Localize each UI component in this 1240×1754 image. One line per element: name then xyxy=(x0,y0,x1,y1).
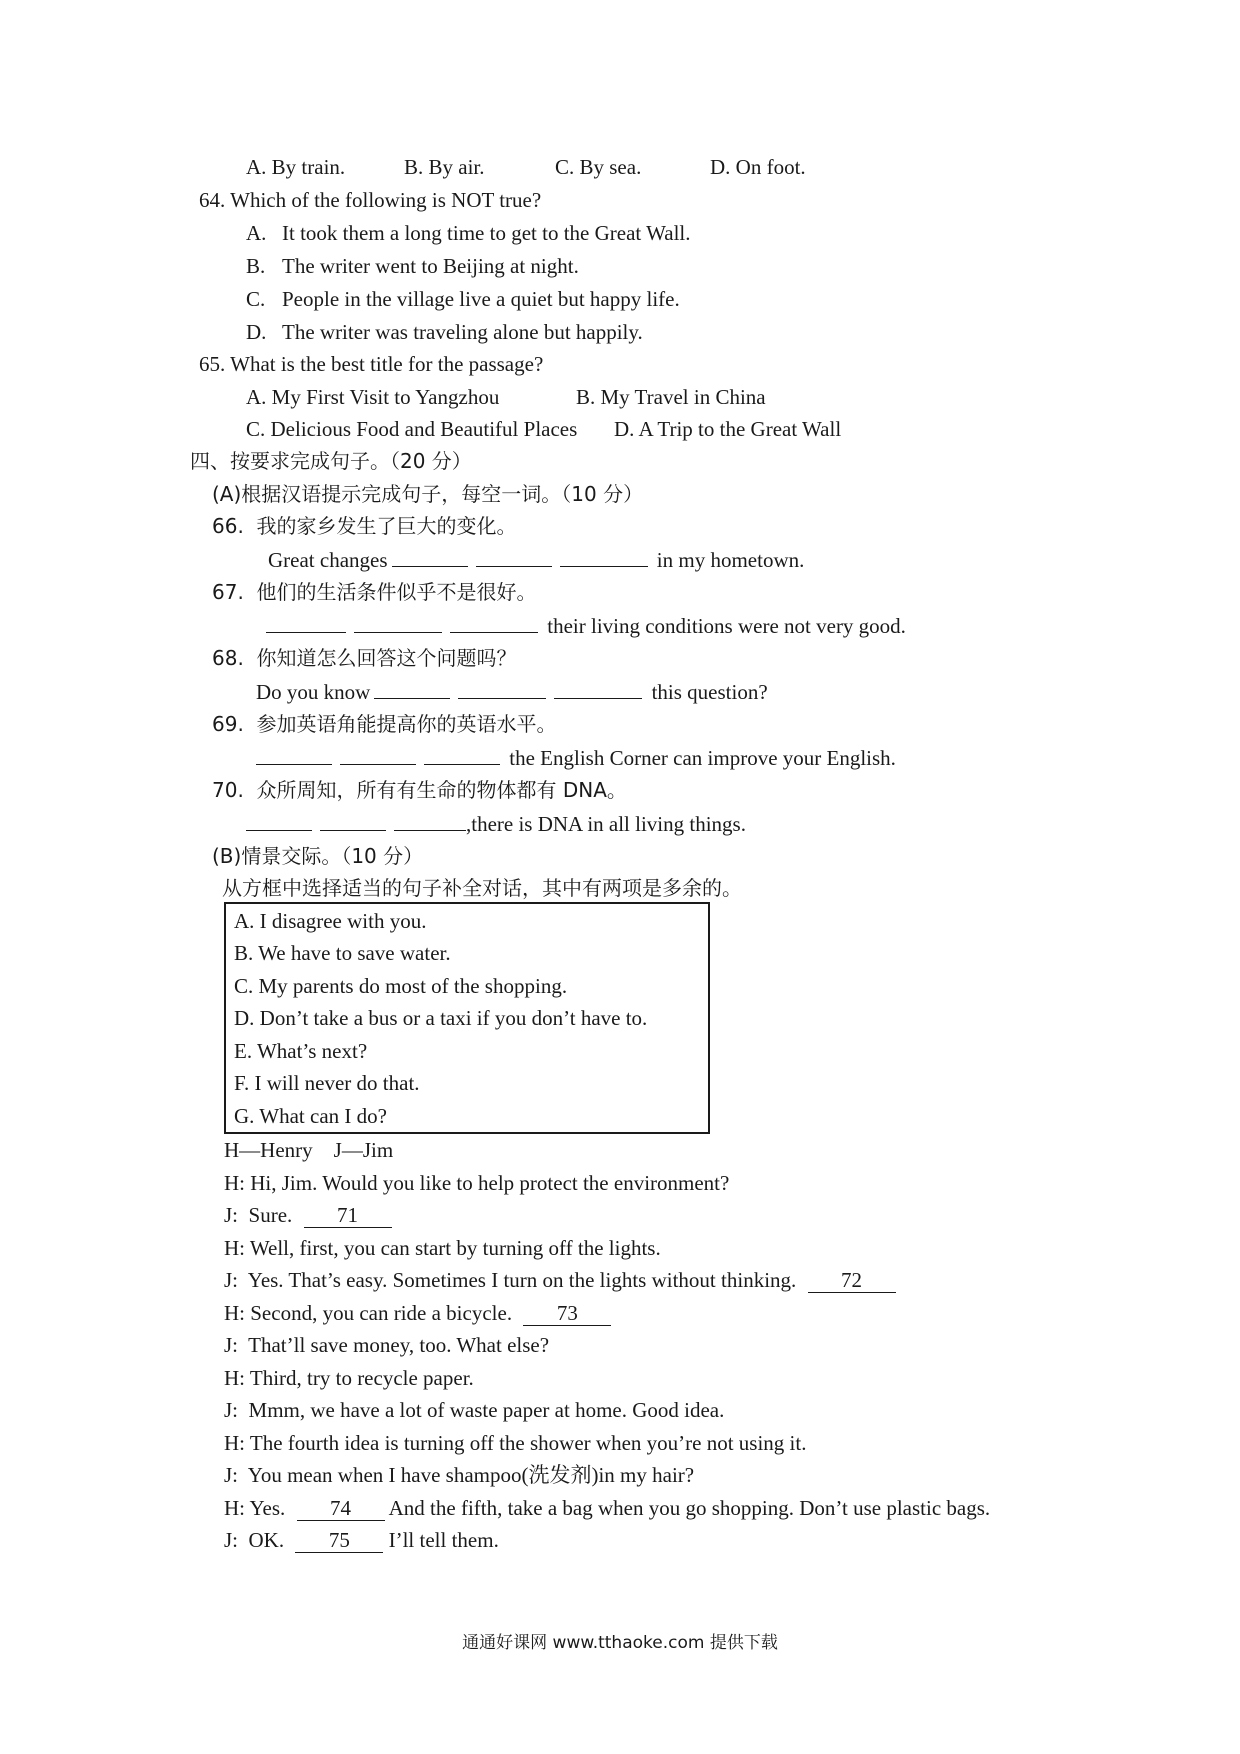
part-a-title: (A)根据汉语提示完成句子，每空一词。（10 分） xyxy=(212,482,644,506)
blank-75[interactable]: 75 xyxy=(295,1528,383,1553)
q69-sentence: the English Corner can improve your English. xyxy=(252,742,896,773)
dialogue-line: H: Yes. 74 And the fifth, take a bag when you go shopping. Don’t use plastic bags. xyxy=(224,1496,991,1520)
q68-blank-2[interactable] xyxy=(458,676,546,699)
q66-blank-2[interactable] xyxy=(476,544,552,567)
q64-option-b-letter: B. xyxy=(246,254,266,278)
q65-option-d: D. A Trip to the Great Wall xyxy=(614,417,842,441)
dialogue-line: H: Hi, Jim. Would you like to help protect the environment? xyxy=(224,1171,730,1195)
q68-chinese: 68. 你知道怎么回答这个问题吗？ xyxy=(212,646,517,670)
q64-option-c-text: People in the village live a quiet but happy life. xyxy=(282,287,680,311)
q64-option-d-letter: D. xyxy=(246,320,267,344)
part-b-title: (B)情景交际。（10 分） xyxy=(212,844,424,868)
box-option-c: C. My parents do most of the shopping. xyxy=(234,974,568,998)
q65-option-b: B. My Travel in China xyxy=(576,385,766,409)
q70-blank-2[interactable] xyxy=(320,808,386,831)
dialogue-line: J: That’ll save money, too. What else? xyxy=(224,1333,550,1357)
q67-sentence: their living conditions were not very good. xyxy=(262,610,906,641)
q65-option-c: C. Delicious Food and Beautiful Places xyxy=(246,417,578,441)
dialogue-line: J: Sure. 71 xyxy=(224,1200,392,1230)
q68-blank-1[interactable] xyxy=(374,676,450,699)
q68-blank-3[interactable] xyxy=(554,676,642,699)
q66-blank-1[interactable] xyxy=(392,544,468,567)
box-option-e: E. What’s next? xyxy=(234,1039,368,1063)
q63-option-c: C. By sea. xyxy=(555,155,642,179)
box-option-a: A. I disagree with you. xyxy=(234,909,427,933)
q70-blank-3[interactable] xyxy=(394,808,466,831)
q69-blank-2[interactable] xyxy=(340,742,416,765)
dialogue-line: H: Well, first, you can start by turning off the lights. xyxy=(224,1236,661,1260)
q67-blank-2[interactable] xyxy=(354,610,442,633)
q69-blank-1[interactable] xyxy=(256,742,332,765)
q67-blank-1[interactable] xyxy=(266,610,346,633)
q64-option-a-text: It took them a long time to get to the Great Wall. xyxy=(282,221,691,245)
section-title: 四、按要求完成句子。（20 分） xyxy=(190,449,472,473)
dialogue-line: H: Second, you can ride a bicycle. 73 xyxy=(224,1298,611,1328)
dialogue-line: J: OK. 75 I’ll tell them. xyxy=(224,1528,499,1552)
q64-stem: 64. Which of the following is NOT true? xyxy=(199,188,542,212)
q67-blank-3[interactable] xyxy=(450,610,538,633)
q64-option-c-letter: C. xyxy=(246,287,266,311)
box-option-d: D. Don’t take a bus or a taxi if you don’t have to. xyxy=(234,1006,648,1030)
q65-option-a: A. My First Visit to Yangzhou xyxy=(246,385,500,409)
blank-72[interactable]: 72 xyxy=(808,1268,896,1293)
q63-option-b: B. By air. xyxy=(404,155,485,179)
q68-sentence: Do you know this question? xyxy=(256,676,768,707)
dialogue-line: J: Mmm, we have a lot of waste paper at home. Good idea. xyxy=(224,1398,725,1422)
dialogue-line: J: Yes. That’s easy. Sometimes I turn on the lights without thinking. 72 xyxy=(224,1265,896,1295)
q64-option-b-text: The writer went to Beijing at night. xyxy=(282,254,579,278)
page-footer: 通通好课网 www.tthaoke.com 提供下载 xyxy=(462,1633,778,1653)
q70-blank-1[interactable] xyxy=(246,808,312,831)
q67-chinese: 67. 他们的生活条件似乎不是很好。 xyxy=(212,580,537,604)
box-option-g: G. What can I do? xyxy=(234,1104,387,1128)
blank-74[interactable]: 74 xyxy=(297,1496,385,1521)
q64-option-a-letter: A. xyxy=(246,221,267,245)
q70-chinese: 70. 众所周知，所有有生命的物体都有 DNA。 xyxy=(212,778,627,802)
box-option-f: F. I will never do that. xyxy=(234,1071,420,1095)
q65-stem: 65. What is the best title for the passage? xyxy=(199,352,544,376)
q64-option-d-text: The writer was traveling alone but happily. xyxy=(282,320,643,344)
q66-blank-3[interactable] xyxy=(560,544,648,567)
dialogue-line: H: The fourth idea is turning off the shower when you’re not using it. xyxy=(224,1431,807,1455)
q70-sentence: ,there is DNA in all living things. xyxy=(242,808,746,839)
box-option-b: B. We have to save water. xyxy=(234,941,451,965)
q63-option-d: D. On foot. xyxy=(710,155,806,179)
dialogue-roles: H—Henry J—Jim xyxy=(224,1138,394,1162)
q66-chinese: 66. 我的家乡发生了巨大的变化。 xyxy=(212,514,517,538)
part-b-instruction: 从方框中选择适当的句子补全对话，其中有两项是多余的。 xyxy=(222,876,742,900)
blank-71[interactable]: 71 xyxy=(304,1203,392,1228)
q69-blank-3[interactable] xyxy=(424,742,500,765)
q63-option-a: A. By train. xyxy=(246,155,346,179)
blank-73[interactable]: 73 xyxy=(523,1301,611,1326)
dialogue-line: J: You mean when I have shampoo(洗发剂)in my hair? xyxy=(224,1463,695,1487)
q69-chinese: 69. 参加英语角能提高你的英语水平。 xyxy=(212,712,557,736)
q66-sentence: Great changes in my hometown. xyxy=(268,544,804,575)
dialogue-line: H: Third, try to recycle paper. xyxy=(224,1366,474,1390)
